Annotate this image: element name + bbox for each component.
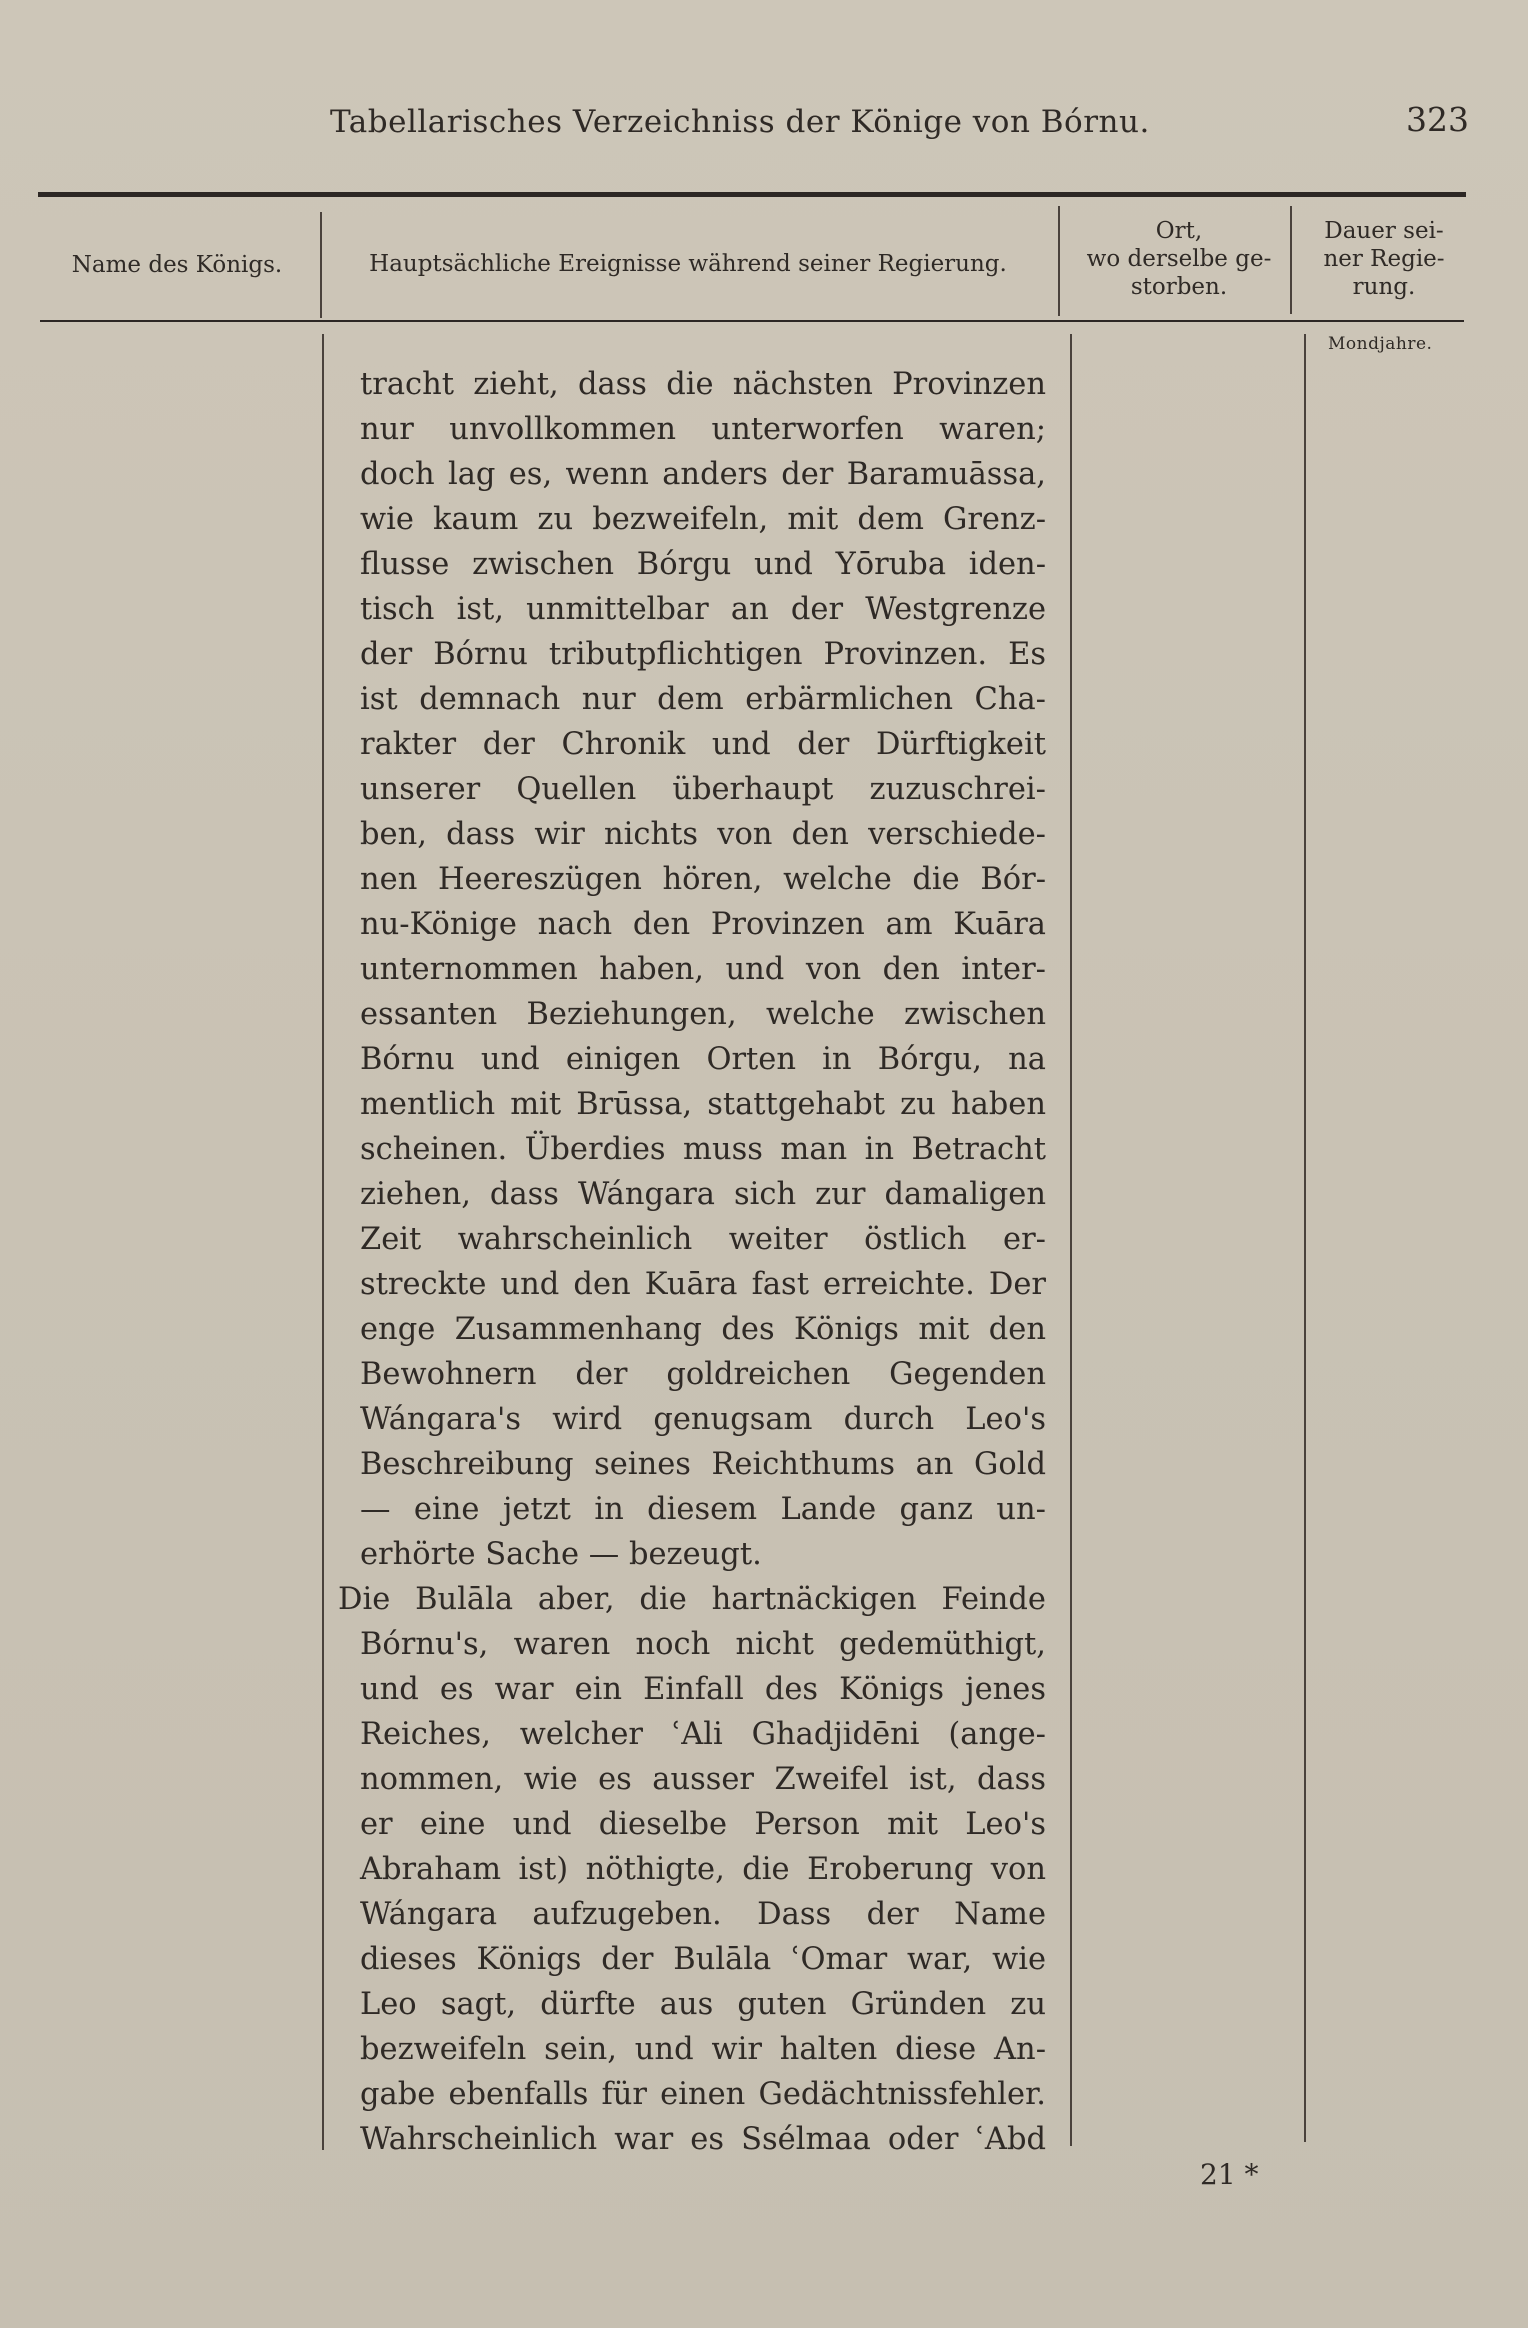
running-head: Tabellarisches Verzeichniss der Könige von Bórnu. [330, 104, 1150, 140]
text-line: Die Bulāla aber, die hartnäckigen Feinde [338, 1582, 1046, 1617]
signature-mark: 21 * [1200, 2158, 1259, 2191]
body-divider-1 [322, 334, 324, 2150]
text-line: rakter der Chronik und der Dürftigkeit [360, 727, 1046, 762]
text-line: — eine jetzt in diesem Lande ganz un- [360, 1492, 1046, 1527]
text-line: Bewohnern der goldreichen Gegenden [360, 1357, 1046, 1392]
text-line: unserer Quellen überhaupt zuzuschrei- [360, 772, 1046, 807]
text-line: bezweifeln sein, und wir halten diese An- [360, 2032, 1046, 2067]
text-line: dieses Königs der Bulāla ʿOmar war, wie [360, 1942, 1046, 1977]
text-line: nommen, wie es ausser Zweifel ist, dass [360, 1762, 1046, 1797]
column-header-duration [1300, 217, 1468, 301]
text-line: nu-Könige nach den Provinzen am Kuāra [360, 907, 1046, 942]
text-line: Reiches, welcher ʿAli Ghadjidēni (ange- [360, 1717, 1046, 1752]
text-line: gabe ebenfalls für einen Gedächtnissfehler. [360, 2077, 1046, 2112]
text-line: flusse zwischen Bórgu und Yōruba iden- [360, 547, 1046, 582]
text-line: Wahrscheinlich war es Ssélmaa oder ʿAbd [360, 2122, 1046, 2157]
text-line: Wángara's wird genugsam durch Leo's [360, 1402, 1046, 1437]
column-header-duration-line: ner Regie- [1323, 246, 1445, 272]
text-line: unternommen haben, und von den inter- [360, 952, 1046, 987]
text-line: Bórnu und einigen Orten in Bórgu, na [360, 1042, 1046, 1077]
text-line: Wángara aufzugeben. Dass der Name [360, 1897, 1046, 1932]
duration-unit-label: Mondjahre. [1328, 334, 1433, 354]
header-divider-1 [320, 212, 322, 318]
column-header-place-line: storben. [1130, 274, 1228, 300]
table-top-rule [38, 192, 1466, 197]
text-line: ist demnach nur dem erbärmlichen Cha- [360, 682, 1046, 717]
header-divider-2 [1058, 206, 1060, 316]
events-text [338, 362, 1046, 2162]
text-line: doch lag es, wenn anders der Baramuāssa, [360, 457, 1046, 492]
table-header-rule [40, 320, 1464, 322]
column-header-events: Hauptsächliche Ereignisse während seiner Regierung. [369, 251, 1007, 277]
column-header-duration-line: rung. [1352, 274, 1416, 300]
body-divider-2 [1070, 334, 1072, 2146]
column-header-name: Name des Königs. [71, 252, 283, 278]
text-line: Abraham ist) nöthigte, die Eroberung von [360, 1852, 1046, 1887]
text-line: mentlich mit Brūssa, stattgehabt zu haben [360, 1087, 1046, 1122]
text-line: Bórnu's, waren noch nicht gedemüthigt, [360, 1627, 1046, 1662]
text-line: essanten Beziehungen, welche zwischen [360, 997, 1046, 1032]
text-line: nur unvollkommen unterworfen waren; [360, 412, 1046, 447]
text-line: er eine und dieselbe Person mit Leo's [360, 1807, 1046, 1842]
text-line: scheinen. Überdies muss man in Betracht [360, 1132, 1046, 1167]
page-number: 323 [1406, 100, 1469, 139]
text-line: tracht zieht, dass die nächsten Provinzen [360, 367, 1046, 402]
text-line: ziehen, dass Wángara sich zur damaligen [360, 1177, 1046, 1212]
text-line: tisch ist, unmittelbar an der Westgrenze [360, 592, 1046, 627]
text-line: wie kaum zu bezweifeln, mit dem Grenz- [360, 502, 1046, 537]
text-line: der Bórnu tributpflichtigen Provinzen. Es [360, 637, 1046, 672]
text-line: erhörte Sache — bezeugt. [360, 1537, 762, 1572]
column-header-place-line: Ort, [1155, 218, 1203, 244]
text-line: streckte und den Kuāra fast erreichte. Der [360, 1267, 1046, 1302]
text-line: enge Zusammenhang des Königs mit den [360, 1312, 1046, 1347]
text-line: Leo sagt, dürfte aus guten Gründen zu [360, 1987, 1046, 2022]
column-header-place [1066, 217, 1292, 301]
text-line: und es war ein Einfall des Königs jenes [360, 1672, 1046, 1707]
text-line: nen Heereszügen hören, welche die Bór- [360, 862, 1046, 897]
column-header-duration-line: Dauer sei- [1324, 218, 1444, 244]
text-line: Zeit wahrscheinlich weiter östlich er- [360, 1222, 1046, 1257]
body-divider-3 [1304, 334, 1306, 2142]
text-line: ben, dass wir nichts von den verschiede- [360, 817, 1046, 852]
text-line: Beschreibung seines Reichthums an Gold [360, 1447, 1046, 1482]
column-header-place-line: wo derselbe ge- [1086, 246, 1272, 272]
